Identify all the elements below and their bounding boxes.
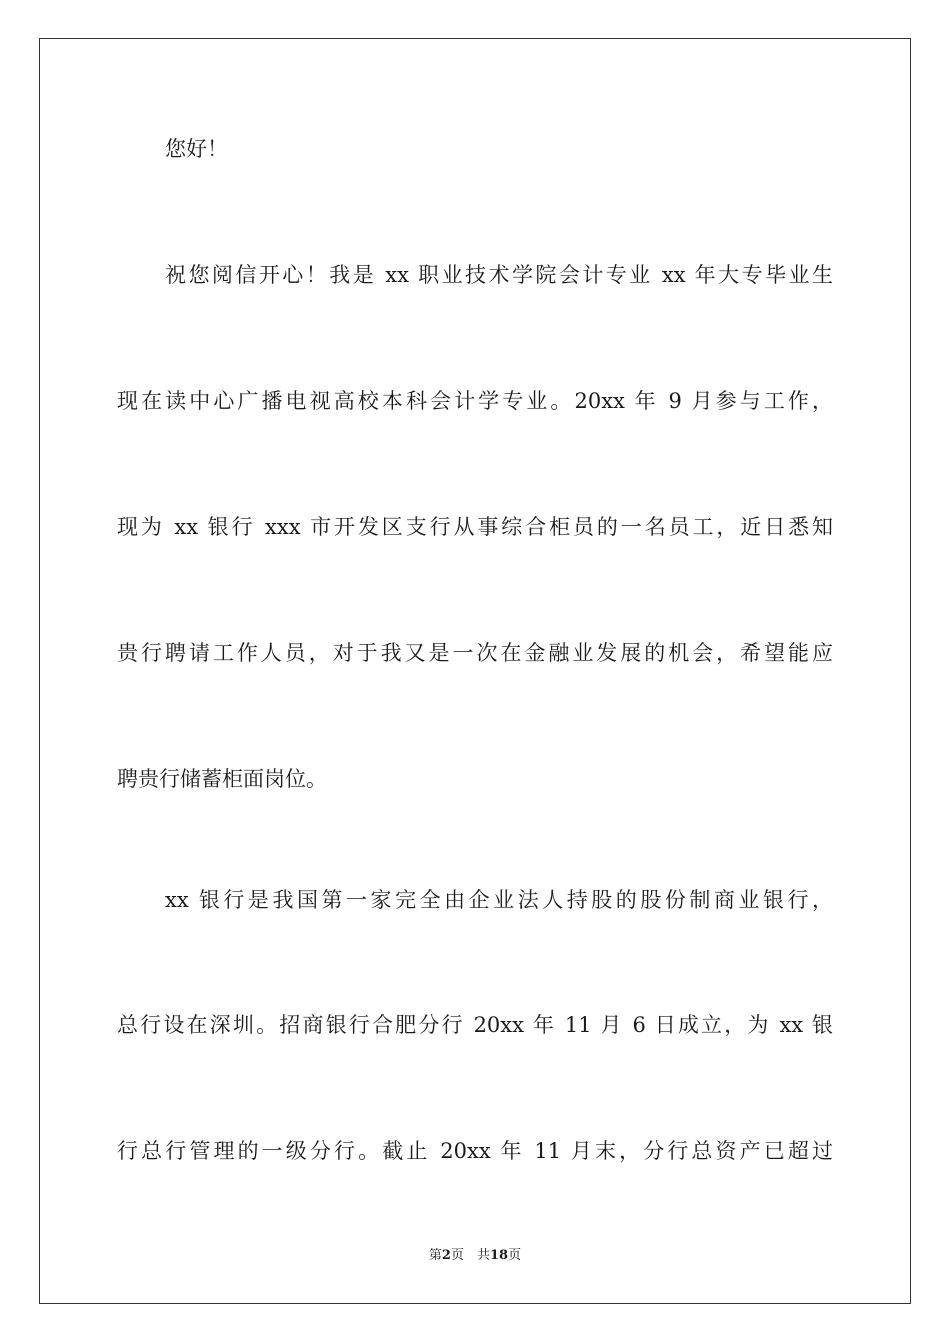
- footer-page-number: 2: [441, 1248, 451, 1263]
- footer-total-pages: 18: [489, 1248, 509, 1263]
- footer-middle: 页 共: [450, 1248, 490, 1263]
- body-line-3: 现为 xx 银行 xxx 市开发区支行从事综合柜员的一名员工，近日悉知: [117, 515, 833, 539]
- body-line-2: 现在读中心广播电视高校本科会计学专业。20xx 年 9 月参与工作，: [117, 389, 833, 413]
- footer-prefix: 第: [428, 1248, 442, 1263]
- body-line-6: xx 银行是我国第一家完全由企业法人持股的股份制商业银行，: [165, 888, 833, 912]
- page-footer: [0, 1247, 950, 1265]
- greeting-line: 您好！: [165, 137, 228, 161]
- body-line-7: 总行设在深圳。招商银行合肥分行 20xx 年 11 月 6 日成立，为 xx 银: [117, 1013, 833, 1037]
- body-line-4: 贵行聘请工作人员，对于我又是一次在金融业发展的机会，希望能应: [117, 641, 833, 665]
- body-line-8: 行总行管理的一级分行。截止 20xx 年 11 月末，分行总资产已超过: [117, 1139, 833, 1163]
- body-line-5: 聘贵行储蓄柜面岗位。: [117, 767, 327, 791]
- page-border: [39, 38, 911, 1304]
- body-line-1: 祝您阅信开心！我是 xx 职业技术学院会计专业 xx 年大专毕业生: [165, 263, 833, 287]
- footer-suffix: 页: [508, 1248, 522, 1263]
